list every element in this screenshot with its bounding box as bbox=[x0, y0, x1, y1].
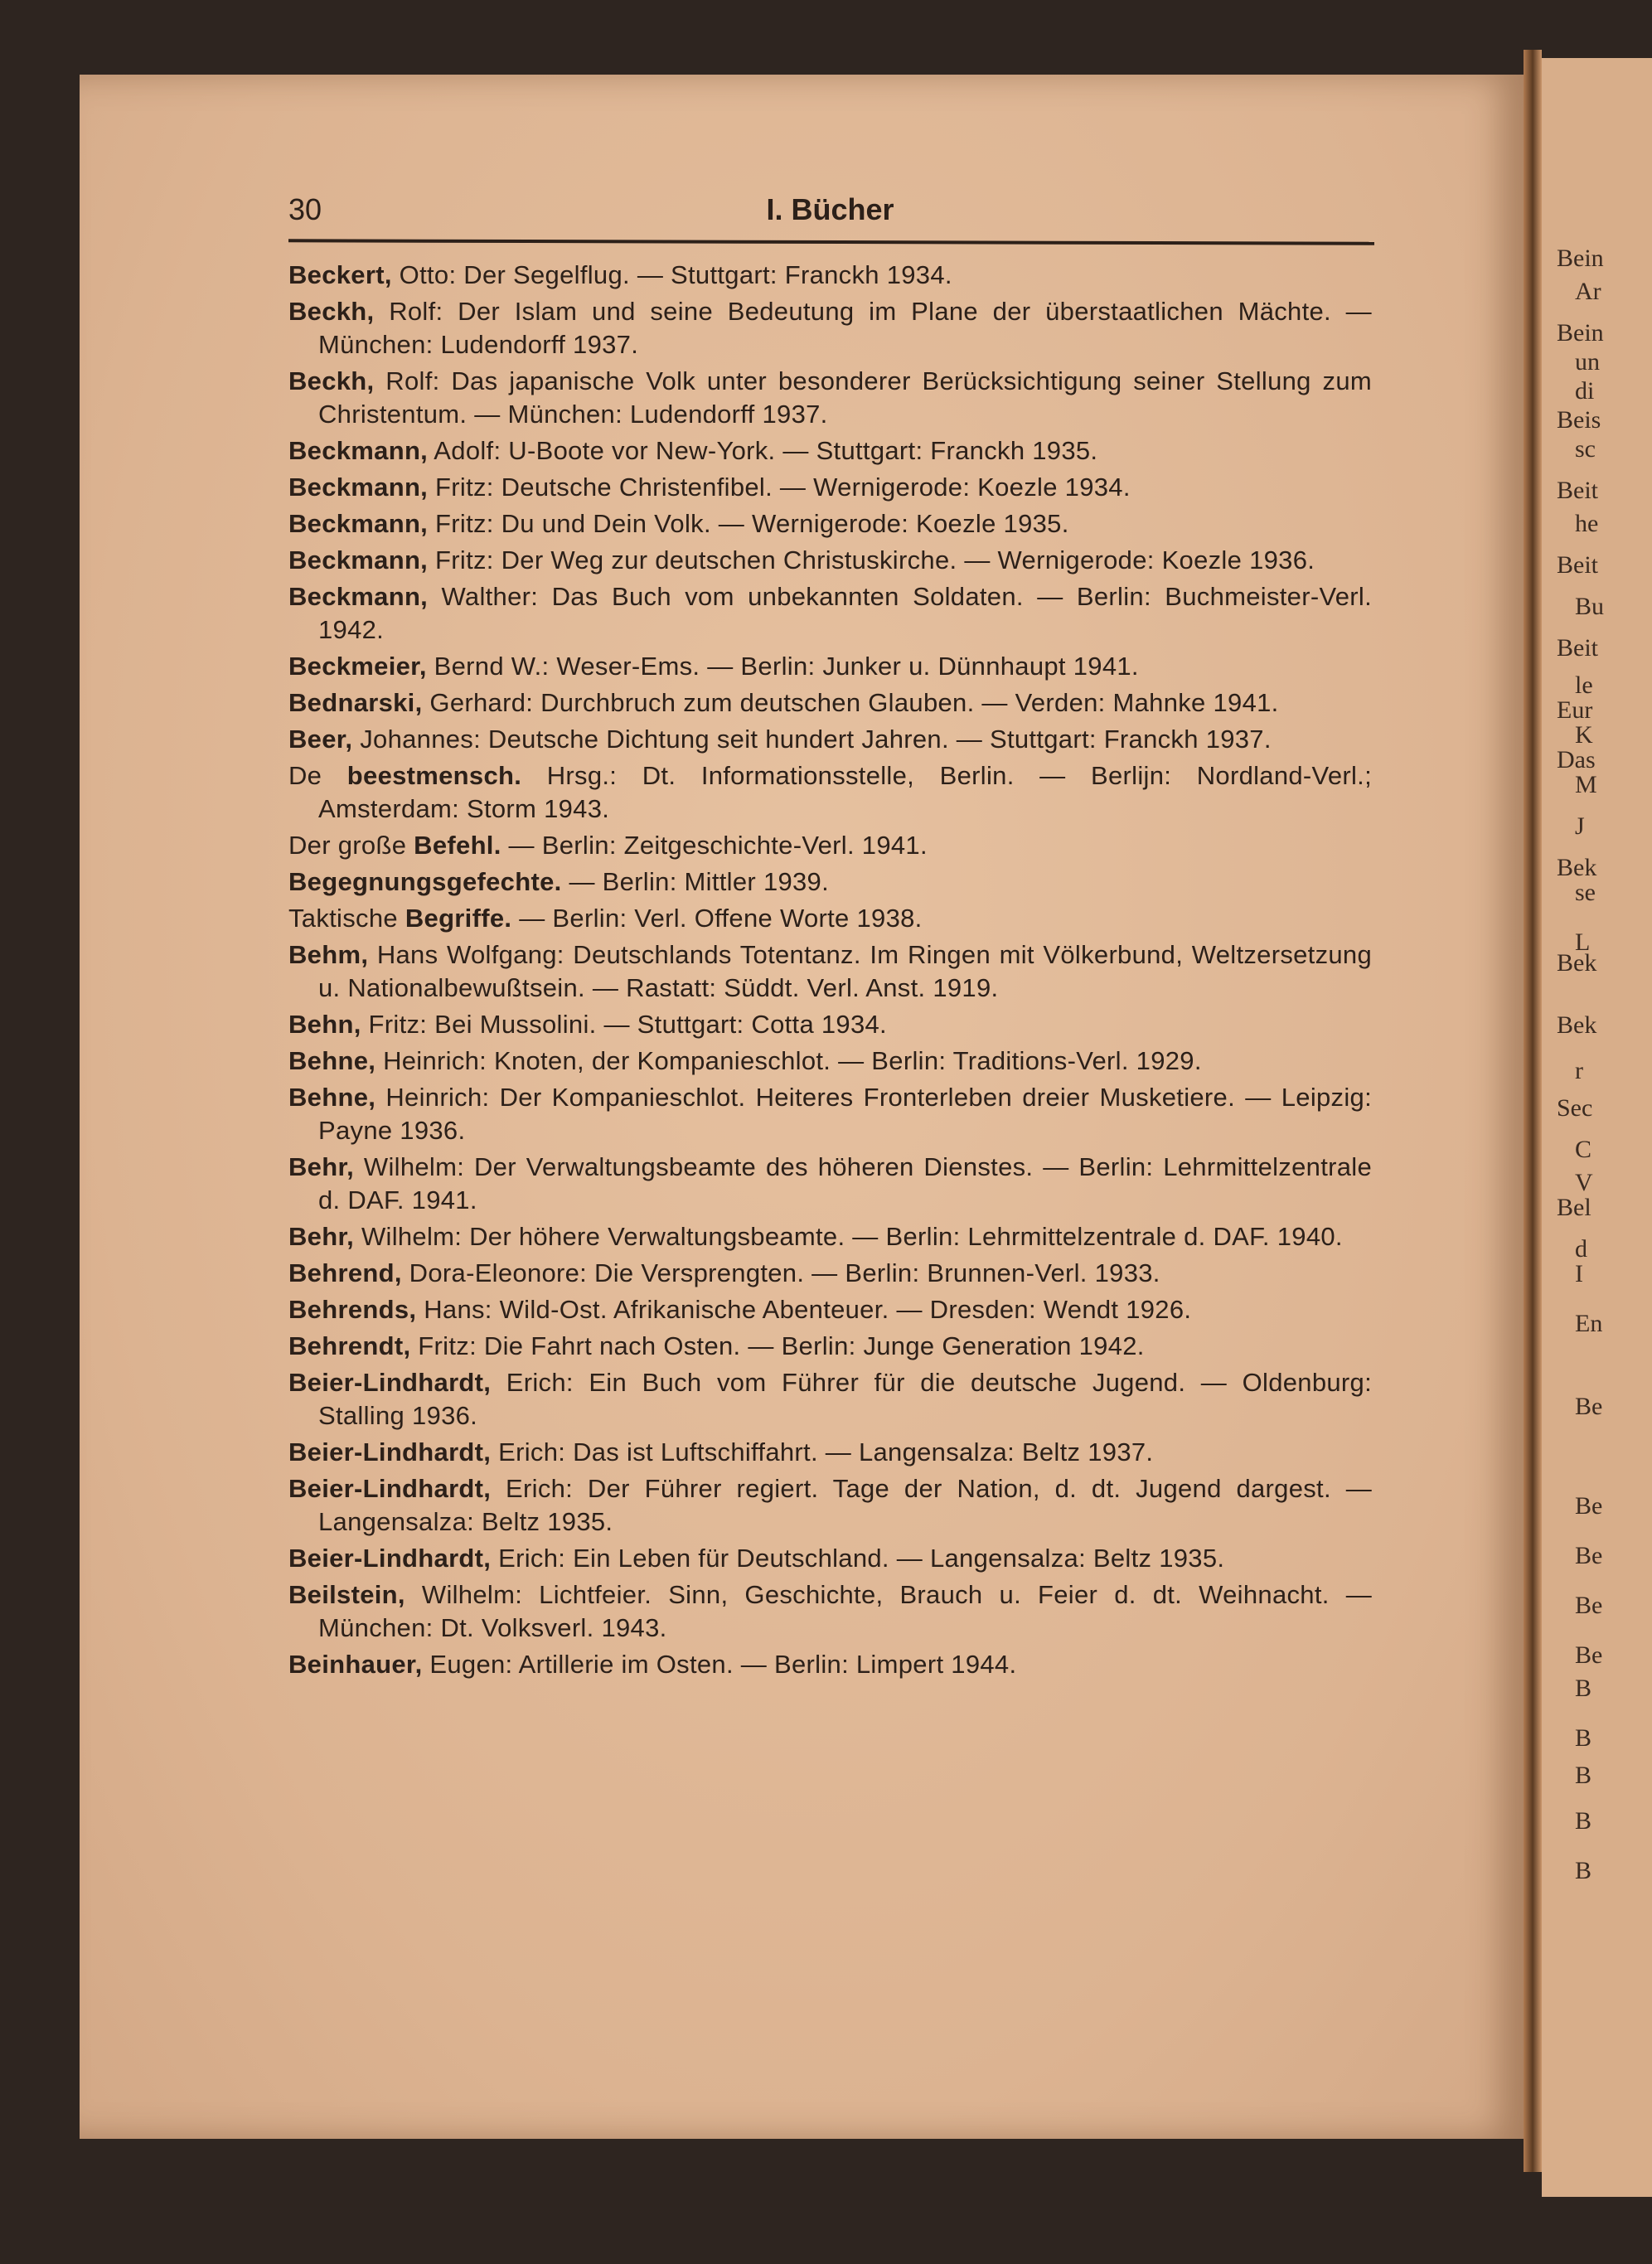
page-header bbox=[288, 192, 1372, 234]
entry-heading: Behm, bbox=[288, 940, 369, 969]
bibliography-entry bbox=[288, 865, 1372, 899]
entry-heading: Beckmann, bbox=[288, 473, 429, 502]
adjacent-page-fragment: Bek bbox=[1557, 854, 1597, 881]
bibliography-entry bbox=[288, 1008, 1372, 1041]
adjacent-page-fragment: B bbox=[1575, 1857, 1592, 1884]
entry-text: Heinrich: Knoten, der Kompanieschlot. — Berlin: Traditions-Verl. 1929. bbox=[375, 1046, 1202, 1075]
entry-text: Bernd W.: Weser-Ems. — Berlin: Junker u. Dünnhaupt 1941. bbox=[426, 652, 1139, 681]
bibliography-entry bbox=[288, 723, 1372, 756]
entry-text: Adolf: U-Boote vor New-York. — Stuttgart: Franckh 1935. bbox=[428, 436, 1098, 465]
entry-heading: Beckmeier, bbox=[288, 652, 427, 681]
entry-text: Wilhelm: Lichtfeier. Sinn, Geschichte, Brauch u. Feier d. dt. Weihnacht. — München: Dt. Volksverl. 1943. bbox=[318, 1580, 1372, 1642]
entry-text: Dora-Eleonore: Die Versprengten. — Berlin: Brunnen-Verl. 1933. bbox=[401, 1258, 1160, 1287]
entry-prefix: Der große bbox=[288, 831, 414, 860]
adjacent-page-fragment: L bbox=[1575, 928, 1591, 956]
entry-heading: Beier-Lindhardt, bbox=[288, 1544, 492, 1573]
bibliography-entry bbox=[288, 1081, 1372, 1147]
entry-prefix: Taktische bbox=[288, 904, 405, 933]
entry-text: Eugen: Artillerie im Osten. — Berlin: Limpert 1944. bbox=[422, 1650, 1017, 1679]
entry-prefix: De bbox=[288, 761, 347, 790]
bibliography-entry bbox=[288, 1472, 1372, 1539]
entry-text: — Berlin: Mittler 1939. bbox=[561, 867, 830, 896]
entry-heading: Behrendt, bbox=[288, 1331, 411, 1360]
bibliography-entry bbox=[288, 759, 1372, 826]
bibliography-entry bbox=[288, 295, 1372, 361]
adjacent-page-fragment: Bu bbox=[1575, 593, 1605, 620]
entry-heading: Beer, bbox=[288, 725, 353, 754]
adjacent-page-fragment: Bek bbox=[1557, 949, 1597, 977]
entry-text: Walther: Das Buch vom unbekannten Soldaten. — Berlin: Buchmeister-Verl. 1942. bbox=[318, 582, 1372, 644]
adjacent-page-fragment: K bbox=[1575, 721, 1593, 749]
entry-text: Otto: Der Segelflug. — Stuttgart: Franckh 1934. bbox=[391, 260, 952, 289]
adjacent-page-fragment: Sec bbox=[1557, 1094, 1593, 1122]
adjacent-page-fragment: se bbox=[1575, 879, 1596, 906]
adjacent-page-fragment: M bbox=[1575, 771, 1597, 798]
adjacent-page-fragment: I bbox=[1575, 1260, 1583, 1287]
entry-heading: Behr, bbox=[288, 1152, 355, 1181]
adjacent-page-fragment: Beit bbox=[1557, 634, 1598, 662]
entry-heading: Behne, bbox=[288, 1083, 376, 1112]
adjacent-page-fragment: B bbox=[1575, 1724, 1592, 1752]
entry-text: Hans: Wild-Ost. Afrikanische Abenteuer. — Dresden: Wendt 1926. bbox=[416, 1295, 1192, 1324]
entry-text: Gerhard: Durchbruch zum deutschen Glauben. — Verden: Mahnke 1941. bbox=[422, 688, 1279, 717]
adjacent-page-fragment: Beit bbox=[1557, 551, 1598, 579]
adjacent-page-fragment: he bbox=[1575, 510, 1599, 537]
entry-heading: Begriffe. bbox=[405, 904, 512, 933]
bibliography-entry bbox=[288, 259, 1372, 292]
entry-heading: Bednarski, bbox=[288, 688, 423, 717]
entry-heading: Befehl. bbox=[414, 831, 501, 860]
adjacent-page-fragment: Bel bbox=[1557, 1194, 1591, 1221]
entry-heading: Behrend, bbox=[288, 1258, 402, 1287]
adjacent-page-fragment: Ar bbox=[1575, 278, 1601, 305]
adjacent-page-fragment: Bein bbox=[1557, 245, 1604, 272]
entry-text: Fritz: Der Weg zur deutschen Christuskirche. — Wernigerode: Koezle 1936. bbox=[428, 545, 1315, 574]
entry-text: Erich: Der Führer regiert. Tage der Nation, d. dt. Jugend dargest. — Langensalza: Beltz 1935. bbox=[318, 1474, 1372, 1536]
adjacent-page-fragment: Das bbox=[1557, 746, 1596, 773]
bibliography-entry bbox=[288, 1648, 1372, 1681]
bibliography-entry bbox=[288, 507, 1372, 541]
adjacent-page-fragment: V bbox=[1575, 1169, 1593, 1196]
page-number: 30 bbox=[288, 192, 322, 226]
adjacent-page-fragment: r bbox=[1575, 1057, 1583, 1084]
entry-text: Heinrich: Der Kompanieschlot. Heiteres Fronterleben dreier Musketiere. — Leipzig: Payne 1936. bbox=[318, 1083, 1372, 1145]
bibliography-entry bbox=[288, 580, 1372, 647]
adjacent-page-fragment: Eur bbox=[1557, 696, 1593, 724]
bibliography-entry bbox=[288, 471, 1372, 504]
adjacent-page bbox=[1542, 58, 1652, 2197]
bibliography-entry bbox=[288, 1366, 1372, 1433]
adjacent-page-fragment: B bbox=[1575, 1675, 1592, 1702]
adjacent-page-fragment: di bbox=[1575, 377, 1595, 405]
adjacent-page-fragment: d bbox=[1575, 1235, 1587, 1263]
entry-heading: Beckh, bbox=[288, 366, 375, 395]
bibliography-entry bbox=[288, 1045, 1372, 1078]
entry-heading: Beckh, bbox=[288, 297, 375, 326]
bibliography-entry bbox=[288, 686, 1372, 720]
adjacent-page-fragment: Be bbox=[1575, 1592, 1603, 1619]
bibliography-entry bbox=[288, 1220, 1372, 1253]
bibliography-entry bbox=[288, 1330, 1372, 1363]
bibliography-entry bbox=[288, 1257, 1372, 1290]
entry-heading: Beckert, bbox=[288, 260, 392, 289]
adjacent-page-fragment: un bbox=[1575, 348, 1600, 376]
adjacent-page-fragment: En bbox=[1575, 1310, 1603, 1337]
entry-text: Wilhelm: Der höhere Verwaltungsbeamte. — Berlin: Lehrmittelzentrale d. DAF. 1940. bbox=[354, 1222, 1343, 1251]
entry-text: — Berlin: Zeitgeschichte-Verl. 1941. bbox=[501, 831, 928, 860]
entry-heading: Beier-Lindhardt, bbox=[288, 1474, 492, 1503]
entry-text: Rolf: Das japanische Volk unter besonderer Berücksichtigung seiner Stellung zum Christentum. — München: Ludendorff 1937. bbox=[318, 366, 1372, 429]
adjacent-page-fragment: B bbox=[1575, 1762, 1592, 1789]
entry-heading: Beilstein, bbox=[288, 1580, 405, 1609]
adjacent-page-fragment: J bbox=[1575, 812, 1585, 840]
book-spine bbox=[1524, 50, 1542, 2172]
bibliography-entry bbox=[288, 1542, 1372, 1575]
entry-heading: Behrends, bbox=[288, 1295, 417, 1324]
entry-heading: Beckmann, bbox=[288, 545, 429, 574]
entry-text: Erich: Ein Buch vom Führer für die deutsche Jugend. — Oldenburg: Stalling 1936. bbox=[318, 1368, 1372, 1430]
entry-text: Hrsg.: Dt. Informationsstelle, Berlin. — Berlijn: Nordland-Verl.; Amsterdam: Storm 1943. bbox=[318, 761, 1372, 823]
bibliography-entry bbox=[288, 829, 1372, 862]
bibliography-entry bbox=[288, 1151, 1372, 1217]
entry-heading: beestmensch. bbox=[346, 761, 522, 790]
bibliography-list bbox=[288, 259, 1372, 1685]
entry-heading: Beinhauer, bbox=[288, 1650, 423, 1679]
bibliography-entry bbox=[288, 365, 1372, 431]
adjacent-page-fragment: Beit bbox=[1557, 477, 1598, 504]
bibliography-entry bbox=[288, 434, 1372, 468]
entry-text: Rolf: Der Islam und seine Bedeutung im Plane der überstaatlichen Mächte. — München: Ludendorff 1937. bbox=[318, 297, 1372, 359]
adjacent-page-fragment: Be bbox=[1575, 1542, 1603, 1569]
entry-heading: Beckmann, bbox=[288, 582, 429, 611]
bibliography-entry bbox=[288, 650, 1372, 683]
entry-heading: Behne, bbox=[288, 1046, 376, 1075]
entry-heading: Begegnungsgefechte. bbox=[288, 867, 562, 896]
entry-text: — Berlin: Verl. Offene Worte 1938. bbox=[511, 904, 923, 933]
entry-text: Erich: Das ist Luftschiffahrt. — Langensalza: Beltz 1937. bbox=[491, 1437, 1154, 1467]
bibliography-entry bbox=[288, 544, 1372, 577]
entry-text: Fritz: Du und Dein Volk. — Wernigerode: Koezle 1935. bbox=[428, 509, 1069, 538]
entry-heading: Beckmann, bbox=[288, 436, 429, 465]
adjacent-page-fragment: Be bbox=[1575, 1641, 1603, 1669]
adjacent-page-fragment: Beis bbox=[1557, 406, 1601, 434]
entry-heading: Beier-Lindhardt, bbox=[288, 1368, 492, 1397]
adjacent-page-fragment: sc bbox=[1575, 435, 1596, 463]
entry-text: Fritz: Die Fahrt nach Osten. — Berlin: Junge Generation 1942. bbox=[410, 1331, 1145, 1360]
entry-text: Fritz: Bei Mussolini. — Stuttgart: Cotta 1934. bbox=[361, 1010, 887, 1039]
bibliography-entry bbox=[288, 1436, 1372, 1469]
bibliography-entry bbox=[288, 1578, 1372, 1645]
adjacent-page-fragment: Bein bbox=[1557, 319, 1604, 347]
adjacent-page-fragment: Be bbox=[1575, 1492, 1603, 1520]
entry-text: Erich: Ein Leben für Deutschland. — Langensalza: Beltz 1935. bbox=[491, 1544, 1225, 1573]
entry-text: Wilhelm: Der Verwaltungsbeamte des höheren Dienstes. — Berlin: Lehrmittelzentrale d. DAF. 1941. bbox=[318, 1152, 1372, 1214]
bibliography-entry bbox=[288, 902, 1372, 935]
adjacent-page-fragment: Bek bbox=[1557, 1011, 1597, 1039]
adjacent-page-fragment: B bbox=[1575, 1807, 1592, 1835]
entry-heading: Behn, bbox=[288, 1010, 361, 1039]
adjacent-page-fragment: le bbox=[1575, 671, 1593, 699]
entry-heading: Beckmann, bbox=[288, 509, 429, 538]
entry-text: Hans Wolfgang: Deutschlands Totentanz. Im Ringen mit Völkerbund, Weltzersetzung u. Nationalbewußtsein. — Rastatt: Süddt. Verl. Anst. 1919. bbox=[318, 940, 1372, 1002]
adjacent-page-fragment: C bbox=[1575, 1136, 1592, 1163]
section-title: I. Bücher bbox=[766, 192, 894, 226]
entry-heading: Behr, bbox=[288, 1222, 355, 1251]
bibliography-entry bbox=[288, 1293, 1372, 1326]
entry-heading: Beier-Lindhardt, bbox=[288, 1437, 492, 1467]
entry-text: Fritz: Deutsche Christenfibel. — Wernigerode: Koezle 1934. bbox=[428, 473, 1131, 502]
adjacent-page-fragment: Be bbox=[1575, 1393, 1603, 1420]
entry-text: Johannes: Deutsche Dichtung seit hundert Jahren. — Stuttgart: Franckh 1937. bbox=[352, 725, 1272, 754]
bibliography-entry bbox=[288, 938, 1372, 1005]
